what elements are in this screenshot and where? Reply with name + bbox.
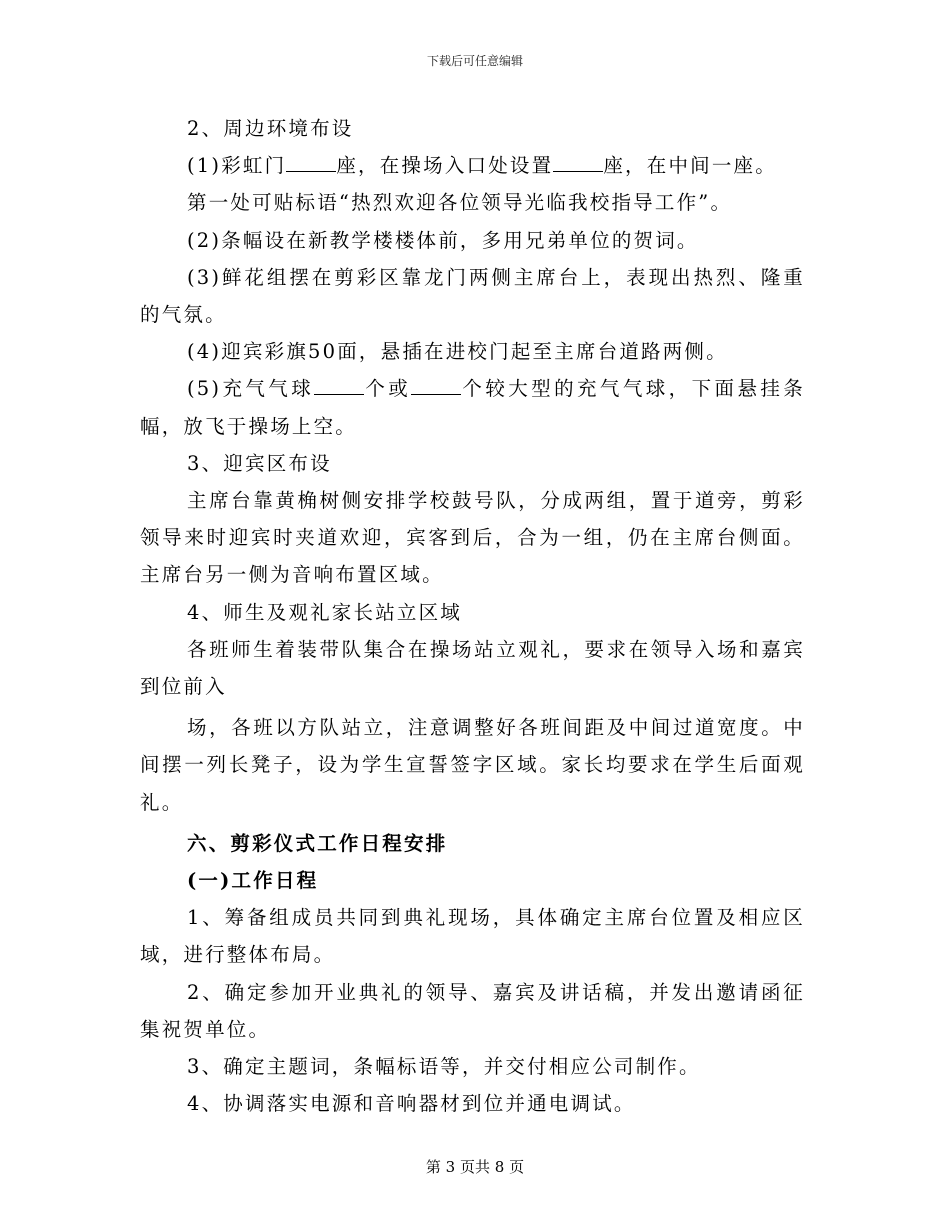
schedule-item-4: 4、协调落实电源和音响器材到位并通电调试。 (187, 1092, 636, 1116)
balloons-text-c: 个较大型的充气气球，下面悬挂条幅，放飞于操场上空。 (140, 377, 805, 438)
balloons-text-a: (5)充气气球 (187, 377, 315, 401)
paragraph-welcome-area: 主席台靠黄桷树侧安排学校鼓号队，分成两组，置于道旁，剪彩领导来时迎宾时夹道欢迎，宾客到后，合为一组，仍在主席台侧面。主席台另一侧为音响布置区域。 (140, 489, 805, 587)
paragraph-flowers: (3)鲜花组摆在剪彩区靠龙门两侧主席台上，表现出热烈、隆重的气氛。 (140, 265, 805, 327)
balloons-text-b: 个或 (364, 377, 412, 401)
schedule-item-1: 1、筹备组成员共同到典礼现场，具体确定主席台位置及相应区域，进行整体布局。 (140, 906, 805, 967)
paragraph-slogan: 第一处可贴标语“热烈欢迎各位领导光临我校指导工作”。 (187, 191, 733, 215)
section-heading-environment: 2、周边环境布设 (187, 117, 354, 140)
blank-field (553, 153, 603, 172)
document-body (140, 110, 805, 1122)
page-header: 下载后可任意编辑 (426, 54, 523, 68)
rainbow-gate-text-b: 座，在操场入口处设置 (336, 154, 554, 178)
section-heading-schedule: 六、剪彩仪式工作日程安排 (187, 831, 448, 855)
blank-field (286, 153, 336, 172)
rainbow-gate-text-a: (1)彩虹门 (187, 154, 287, 178)
paragraph-balloons (140, 370, 805, 444)
paragraph-banner: (2)条幅设在新教学楼楼体前，多用兄弟单位的贺词。 (187, 228, 699, 252)
paragraph-flags: (4)迎宾彩旗50面，悬插在进校门起至主席台道路两侧。 (187, 340, 728, 364)
blank-field (314, 376, 364, 395)
schedule-item-3: 3、确定主题词，条幅标语等，并交付相应公司制作。 (187, 1055, 701, 1079)
section-heading-welcome-area: 3、迎宾区布设 (187, 451, 332, 475)
paragraph-rainbow-gate (140, 147, 805, 184)
paragraph-standing-area-2: 场，各班以方队站立，注意调整好各班间距及中间过道宽度。中间摆一列长凳子，设为学生宣誓签字区域。家长均要求在学生后面观礼。 (140, 716, 805, 814)
page-footer: 第 3 页共 8 页 (425, 1158, 525, 1176)
rainbow-gate-text-c: 座，在中间一座。 (603, 154, 777, 178)
schedule-item-2: 2、确定参加开业典礼的领导、嘉宾及讲话稿，并发出邀请函征集祝贺单位。 (140, 980, 805, 1041)
section-heading-standing-area: 4、师生及观礼家长站立区域 (187, 600, 463, 624)
subheading-work-schedule: (一)工作日程 (187, 869, 319, 893)
blank-field (411, 376, 461, 395)
paragraph-standing-area-1: 各班师生着装带队集合在操场站立观礼，要求在领导入场和嘉宾到位前入 (140, 637, 805, 699)
